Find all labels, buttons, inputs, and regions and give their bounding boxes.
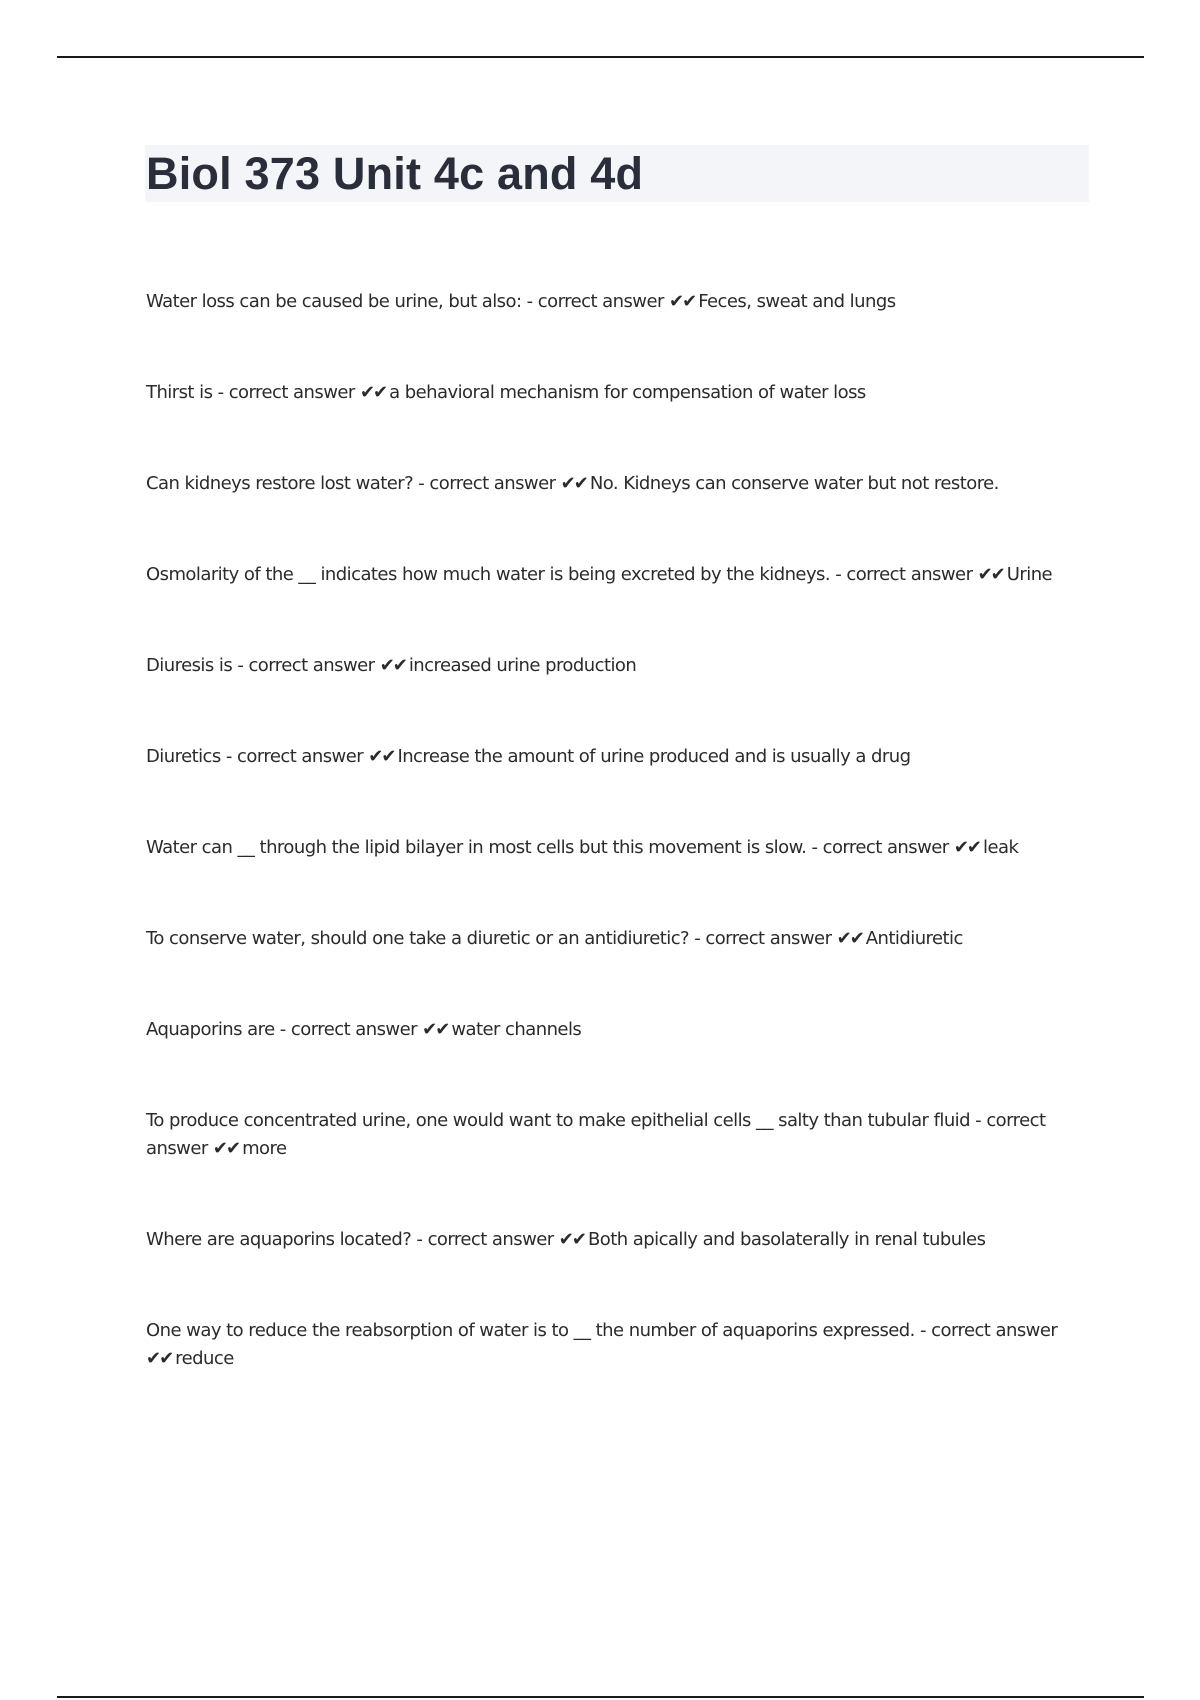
qa-item <box>146 834 1096 862</box>
check-icon: ✔✔ <box>669 291 696 312</box>
answer-text: Feces, sweat and lungs <box>698 291 896 312</box>
qa-item <box>146 379 1096 407</box>
separator: - <box>232 655 249 676</box>
qa-item <box>146 1016 1096 1044</box>
qa-item <box>146 1317 1096 1373</box>
question-text: To conserve water, should one take a diuretic or an antidiuretic? <box>146 928 690 949</box>
answer-text: Antidiuretic <box>865 928 963 949</box>
question-text: Where are aquaporins located? <box>146 1229 412 1250</box>
separator: - <box>914 1320 932 1341</box>
answer-label: correct answer <box>846 564 973 585</box>
answer-text: increased urine production <box>408 655 637 676</box>
answer-label: correct answer <box>146 1110 1046 1159</box>
question-text: Osmolarity of the __ indicates how much water is being excreted by the kidneys. <box>146 564 831 585</box>
answer-text: reduce <box>175 1348 234 1369</box>
answer-label: correct answer <box>427 1229 554 1250</box>
separator: - <box>274 1019 291 1040</box>
check-icon: ✔✔ <box>836 928 863 949</box>
qa-item <box>146 1107 1096 1163</box>
check-icon: ✔✔ <box>953 837 980 858</box>
separator: - <box>413 473 430 494</box>
answer-text: water channels <box>451 1019 582 1040</box>
qa-item <box>146 1226 1096 1254</box>
question-text: One way to reduce the reabsorption of water is to __ the number of aquaporins expressed. <box>146 1320 915 1341</box>
answer-text: No. Kidneys can conserve water but not restore. <box>589 473 999 494</box>
check-icon: ✔✔ <box>146 1348 173 1369</box>
check-icon: ✔✔ <box>379 655 406 676</box>
answer-label: correct answer <box>248 655 375 676</box>
qa-item <box>146 743 1096 771</box>
check-icon: ✔✔ <box>359 382 387 403</box>
question-text: Diuresis is <box>146 655 233 676</box>
check-icon: ✔✔ <box>422 1019 449 1040</box>
answer-label: correct answer <box>931 1320 1058 1341</box>
qa-item <box>146 652 1096 680</box>
separator: - <box>411 1229 428 1250</box>
question-text: Diuretics <box>146 746 221 767</box>
qa-item <box>146 470 1096 498</box>
bottom-rule <box>57 1696 1144 1698</box>
qa-list <box>146 288 1096 1436</box>
qa-item <box>146 925 1096 953</box>
question-text: Aquaporins are <box>146 1019 275 1040</box>
document-title: Biol 373 Unit 4c and 4d <box>146 148 644 199</box>
answer-label: correct answer <box>537 291 664 312</box>
answer-label: correct answer <box>228 382 355 403</box>
question-text: To produce concentrated urine, one would want to make epithelial cells __ salty than tubular fluid <box>146 1110 971 1131</box>
answer-label: correct answer <box>290 1019 417 1040</box>
separator: - <box>806 837 823 858</box>
answer-text: more <box>242 1138 287 1159</box>
check-icon: ✔✔ <box>368 746 395 767</box>
question-text: Thirst is <box>146 382 213 403</box>
answer-text: Both apically and basolaterally in renal tubules <box>587 1229 986 1250</box>
qa-item <box>146 288 1096 316</box>
separator: - <box>212 382 229 403</box>
answer-text: Increase the amount of urine produced and is usually a drug <box>397 746 911 767</box>
top-rule <box>57 56 1144 58</box>
separator: - <box>689 928 706 949</box>
answer-label: correct answer <box>429 473 556 494</box>
check-icon: ✔✔ <box>977 564 1004 585</box>
question-text: Water loss can be caused be urine, but also: <box>146 291 522 312</box>
answer-label: correct answer <box>237 746 364 767</box>
separator: - <box>830 564 847 585</box>
answer-label: correct answer <box>705 928 832 949</box>
question-text: Can kidneys restore lost water? <box>146 473 414 494</box>
check-icon: ✔✔ <box>558 1229 585 1250</box>
question-text: Water can __ through the lipid bilayer in most cells but this movement is slow. <box>146 837 807 858</box>
answer-text: Urine <box>1006 564 1053 585</box>
separator: - <box>521 291 538 312</box>
check-icon: ✔✔ <box>560 473 587 494</box>
answer-text: leak <box>983 837 1019 858</box>
answer-label: correct answer <box>822 837 949 858</box>
separator: - <box>970 1110 987 1131</box>
answer-text: a behavioral mechanism for compensation of water loss <box>389 382 866 403</box>
qa-item <box>146 561 1096 589</box>
separator: - <box>220 746 238 767</box>
check-icon: ✔✔ <box>212 1138 240 1159</box>
